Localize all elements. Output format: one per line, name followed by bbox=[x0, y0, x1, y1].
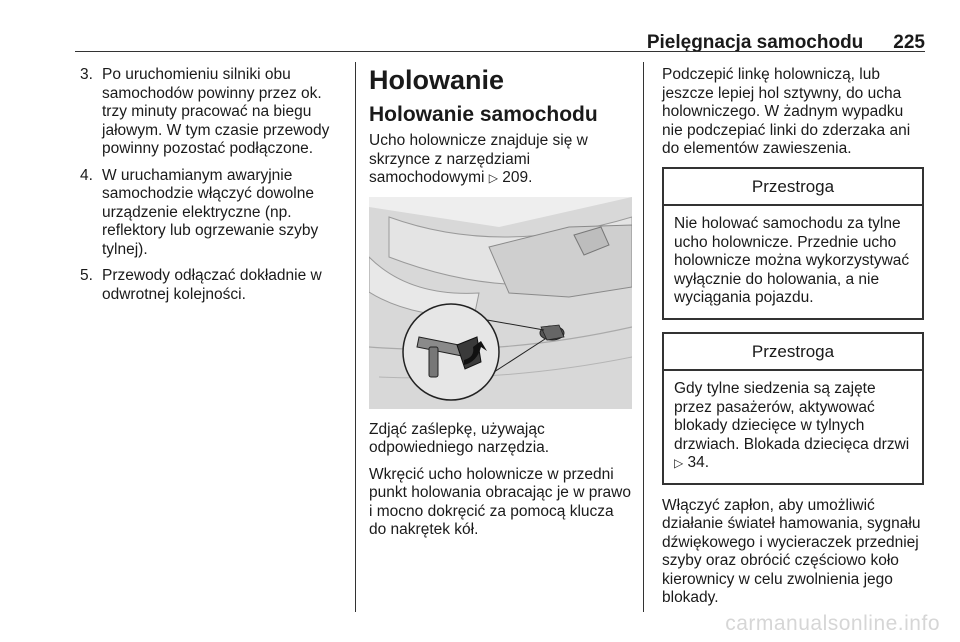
caution-box bbox=[662, 332, 924, 485]
list-item bbox=[80, 66, 346, 159]
header-rule bbox=[75, 51, 925, 52]
watermark: carmanualsonline.info bbox=[725, 612, 940, 635]
left-column bbox=[80, 66, 346, 312]
list-item-number: 3. bbox=[80, 66, 93, 83]
paragraph-ignition: Włączyć zapłon, aby umożliwić działanie świateł hamowania, sygnału dźwiękowego i wycieraczek przedniej szyby oraz obrócić częściowo koło kierownicy w celu zwolnienia jego blokady. bbox=[662, 496, 921, 606]
caution-box bbox=[662, 167, 924, 320]
arrow-ref-icon: ▷ bbox=[674, 456, 684, 470]
intro-text: Ucho holownicze znajduje się w skrzynce z narzędziami samochodowymi bbox=[369, 132, 588, 186]
arrow-ref-icon: ▷ bbox=[488, 171, 498, 185]
list-item-number: 5. bbox=[80, 267, 93, 284]
intro-page-ref: 209. bbox=[502, 169, 533, 186]
list-item-text: W uruchamianym awaryjnie samochodzie włączyć dowolne urządzenie elektryczne (np. reflektory lub ogrzewanie szyby tylnej). bbox=[102, 166, 319, 258]
caution-title: Przestroga bbox=[664, 334, 922, 372]
caution-body bbox=[664, 371, 922, 483]
towing-eye-illustration bbox=[369, 197, 632, 409]
list-item bbox=[80, 167, 346, 260]
intro-paragraph bbox=[369, 132, 632, 188]
caution-text: Gdy tylne siedzenia są zajęte przez pasażerów, aktywować blokady dziecięce w tylnych drzwiach. Blokada dziecięca drzwi bbox=[674, 380, 910, 453]
page-title: Pielęgnacja samochodu bbox=[646, 32, 864, 53]
section-heading: Holowanie bbox=[369, 65, 505, 95]
column-divider-right bbox=[643, 62, 644, 612]
towing-eye-illustration-svg bbox=[369, 197, 632, 409]
section-subheading: Holowanie samochodu bbox=[369, 103, 598, 126]
list-item-text: Przewody odłączać dokładnie w odwrotnej kolejności. bbox=[102, 267, 322, 303]
paragraph-screw-in-eye: Wkręcić ucho holownicze w przedni punkt holowania obracając je w prawo i mocno dokręcić za pomocą klucza do nakrętek kół. bbox=[369, 465, 631, 538]
column-divider-left bbox=[355, 62, 356, 612]
list-item-text: Po uruchomieniu silniki obu samochodów powinny przez ok. trzy minuty pracować na biegu jałowym. W tym czasie przewody powinny pozostać podłączone. bbox=[102, 66, 330, 157]
caution-page-ref: 34. bbox=[687, 454, 710, 471]
paragraph-remove-cap: Zdjąć zaślepkę, używając odpowiedniego narzędzia. bbox=[369, 420, 550, 456]
paragraph-attach-rope: Podczepić linkę holowniczą, lub jeszcze lepiej hol sztywny, do ucha holowniczego. W żadnym wypadku nie podczepiać linki do zderzaka ani do elementów zawieszenia. bbox=[662, 66, 911, 157]
caution-title: Przestroga bbox=[664, 169, 922, 207]
caution-text: Nie holować samochodu za tylne ucho holownicze. Przednie ucho holownicze można wykorzystywać wyłącznie do holowania, a nie wyciągania pojazdu. bbox=[674, 215, 910, 306]
list-item bbox=[80, 267, 346, 304]
middle-column bbox=[369, 64, 632, 548]
right-column bbox=[662, 66, 924, 616]
list-item-number: 4. bbox=[80, 166, 93, 184]
page-number: 225 bbox=[893, 32, 925, 53]
